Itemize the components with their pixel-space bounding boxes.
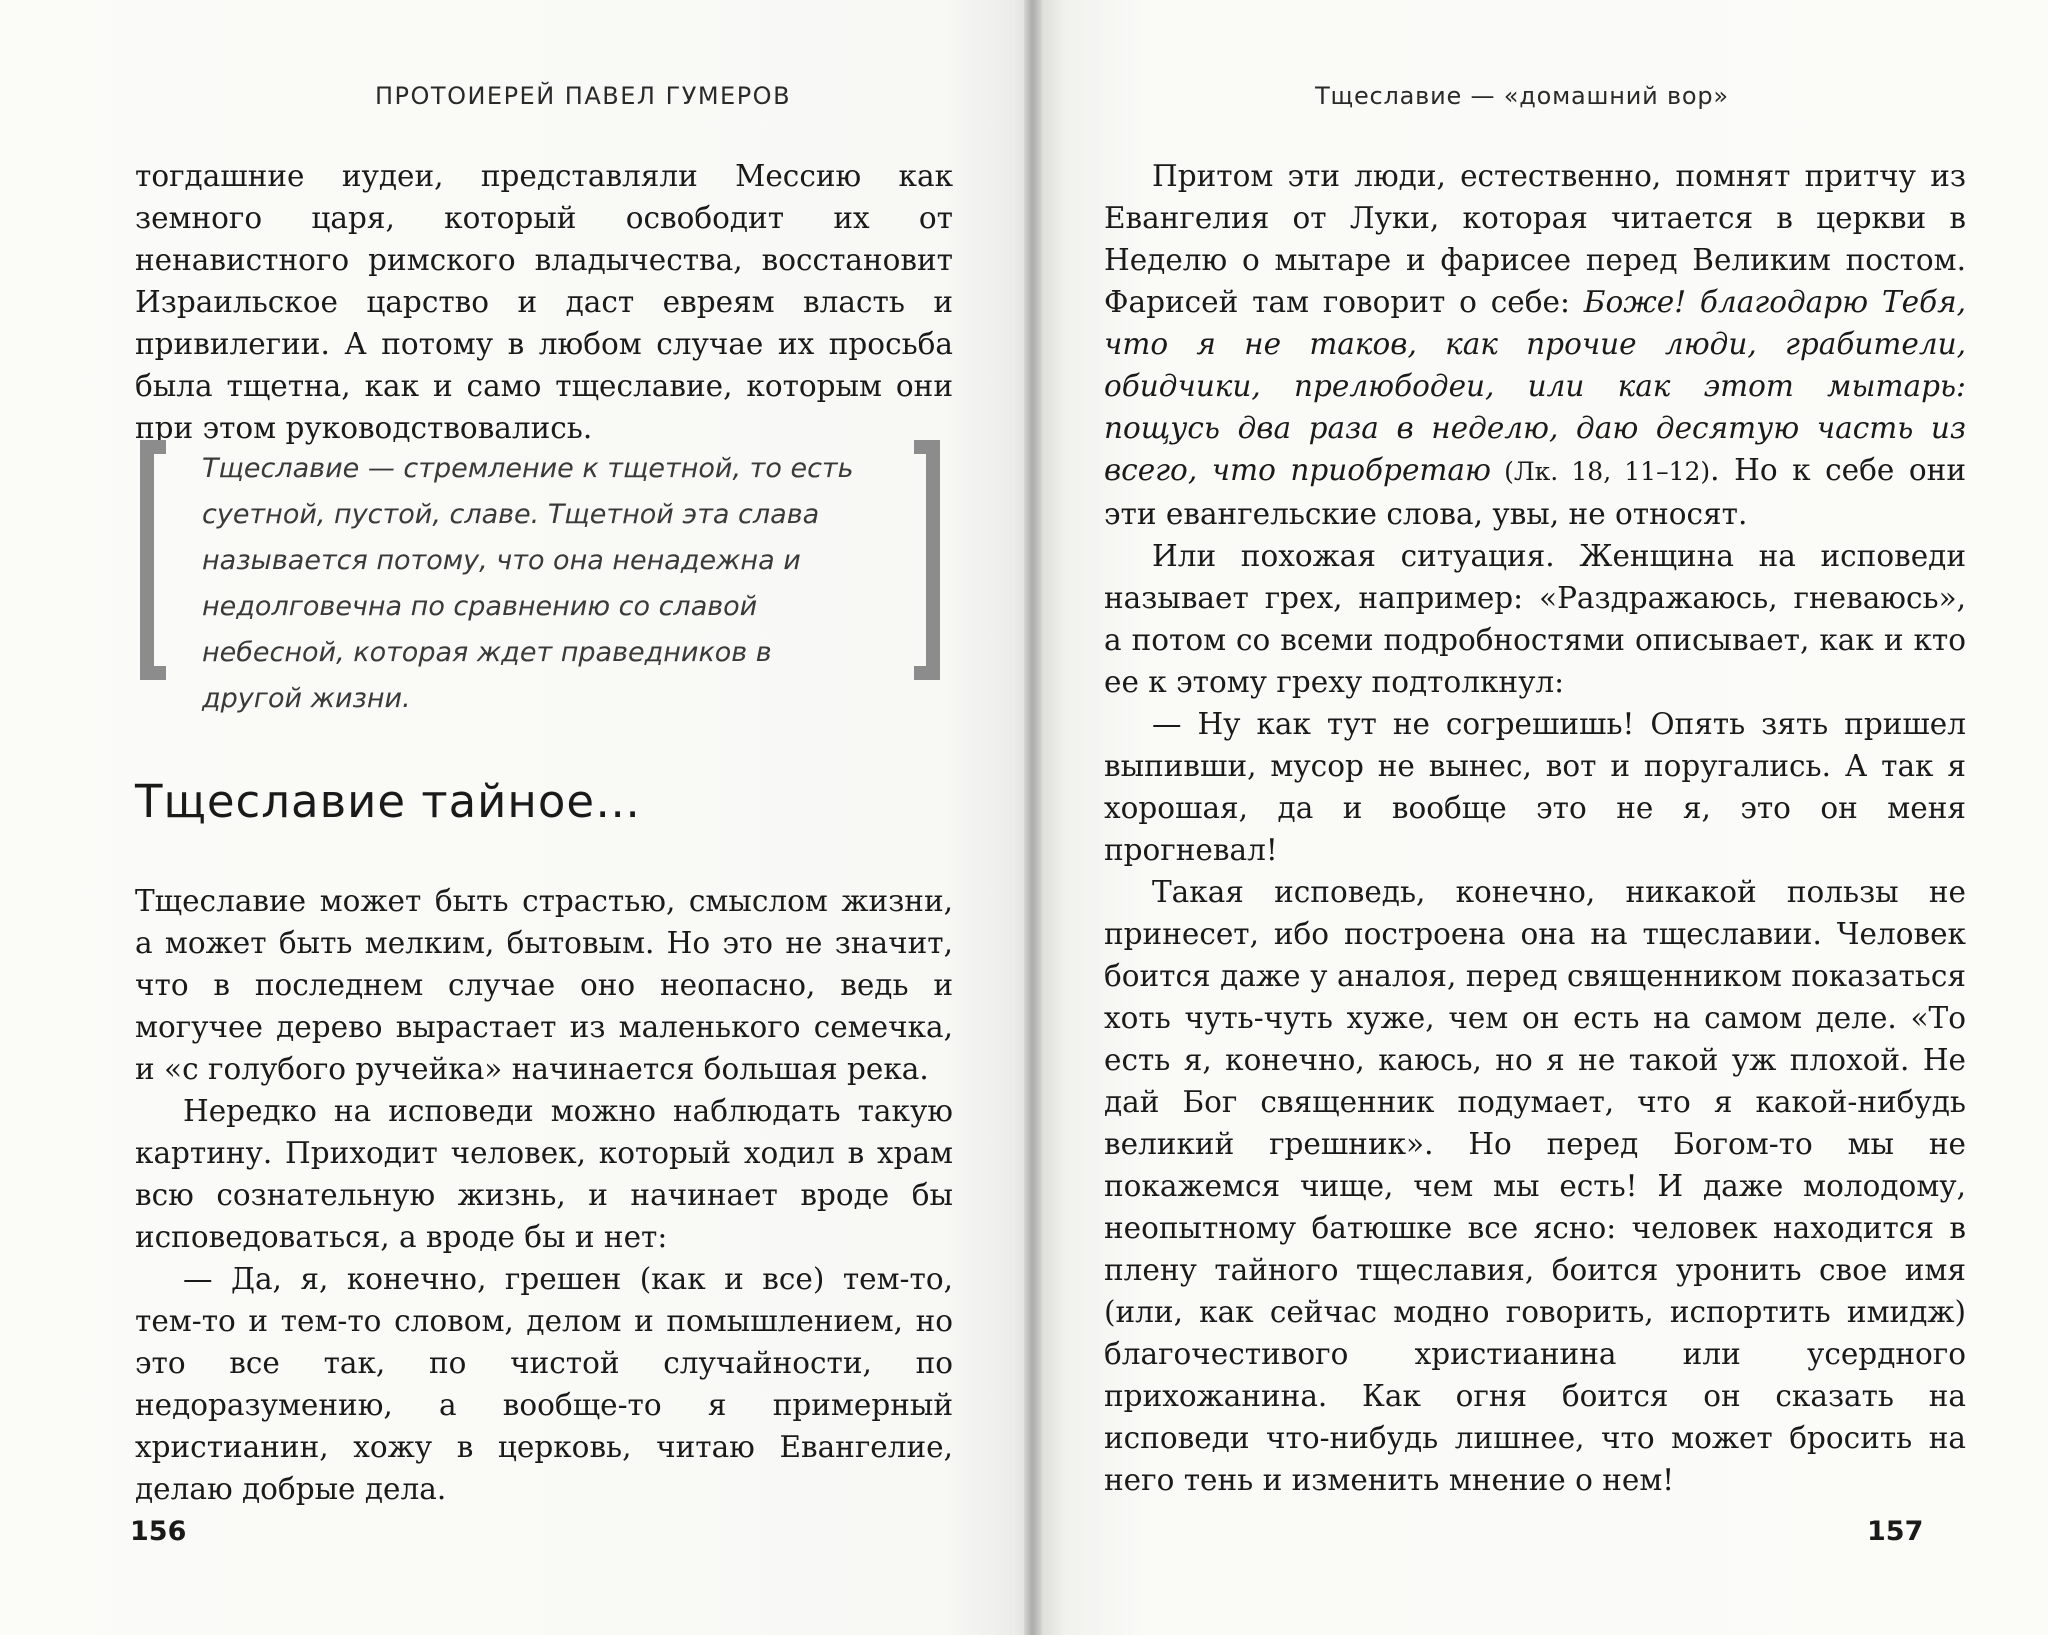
- page-number: 156: [130, 1516, 187, 1547]
- paragraph: [1104, 155, 1966, 535]
- running-head-author: ПРОТОИЕРЕЙ ПАВЕЛ ГУМЕРОВ: [375, 82, 792, 110]
- scripture-reference: (Лк. 18, 11–12): [1490, 457, 1711, 486]
- page-number: 157: [1867, 1516, 1924, 1547]
- left-text-bottom: [135, 880, 953, 1510]
- right-page: [1042, 0, 2048, 1635]
- bracket-right-icon: [914, 440, 940, 680]
- paragraph: Такая исповедь, конечно, никакой пользы не принесет, ибо построена она на тщеславии. Человек боится даже у аналоя, перед священником показаться хоть чуть-чуть хуже, чем он есть на самом деле. «То есть я, конечно, каюсь, но я не такой уж плохой. Не дай Бог священник подумает, что я какой-нибудь великий грешник». Но перед Богом-то мы не покажемся чище, чем мы есть! И даже молодому, неопытному батюшке все ясно: человек находится в плену тайного тщеславия, боится уронить свое имя (или, как сейчас модно говорить, испортить имидж) благочестивого христианина или усердного прихожанина. Как огня боится он сказать на исповеди что-нибудь лишнее, что может бросить на него тень и изменить мнение о нем!: [1104, 875, 1966, 1497]
- left-text-top: [135, 155, 953, 449]
- paragraph: тогдашние иудеи, представляли Мессию как земного царя, который освободит их от ненавистного римского владычества, восстановит Израильское царство и даст евреям власть и привилегии. А потому в любом случае их просьба была тщетна, как и само тщеславие, которым они при этом руководствовались.: [135, 159, 953, 445]
- paragraph: Или похожая ситуация. Женщина на исповеди называет грех, например: «Раздражаюсь, гневаюсь», а потом со всеми подробностями описывает, как и кто ее к этому греху подтолкнул:: [1104, 539, 1966, 699]
- bracket-left-icon: [140, 440, 166, 680]
- scripture-quote: Боже! благодарю Тебя, что я не таков, как прочие люди, грабители, обидчики, прелюбодеи, или как этот мытарь: пощусь два раза в неделю, даю десятую часть из всего, что приобретаю: [1104, 285, 1966, 487]
- book-gutter: [1024, 0, 1042, 1635]
- paragraph-text: . Но к себе они эти евангельские слова, увы, не относят.: [1104, 453, 1967, 531]
- right-text: [1104, 155, 1966, 1501]
- paragraph: Тщеславие может быть страстью, смыслом жизни, а может быть мелким, бытовым. Но это не значит, что в последнем случае оно неопасно, ведь и могучее дерево вырастает из маленького семечка, и «с голубого ручейка» начинается большая река.: [135, 884, 953, 1086]
- running-head-chapter: Тщеславие — «домашний вор»: [1315, 82, 1729, 110]
- paragraph: — Да, я, конечно, грешен (как и все) тем-то, тем-то и тем-то словом, делом и помышлением, но это все так, по чистой случайности, по недоразумению, а вообще-то я примерный христианин, хожу в церковь, читаю Евангелие, делаю добрые дела.: [135, 1262, 953, 1506]
- pullquote-text: Тщеславие — стремление к тщетной, то есть суетной, пустой, славе. Тщетной эта слава называется потому, что она ненадежна и недолговечна по сравнению со славой небесной, которая ждет праведников в другой жизни.: [202, 453, 854, 714]
- paragraph-text: Притом эти люди, естественно, помнят притчу из Евангелия от Луки, которая читается в церкви в Неделю о мытаре и фарисее перед Великим постом. Фарисей там говорит о себе:: [1104, 159, 1966, 319]
- paragraph: — Ну как тут не согрешишь! Опять зять пришел выпивши, мусор не вынес, вот и поругались. А так я хорошая, да и вообще это не я, это он меня прогневал!: [1104, 707, 1966, 867]
- pullquote: [140, 440, 940, 714]
- section-heading: Тщеславие тайное…: [135, 775, 642, 828]
- paragraph: Нередко на исповеди можно наблюдать такую картину. Приходит человек, который ходил в храм всю сознательную жизнь, и начинает вроде бы исповедоваться, а вроде бы и нет:: [135, 1094, 953, 1254]
